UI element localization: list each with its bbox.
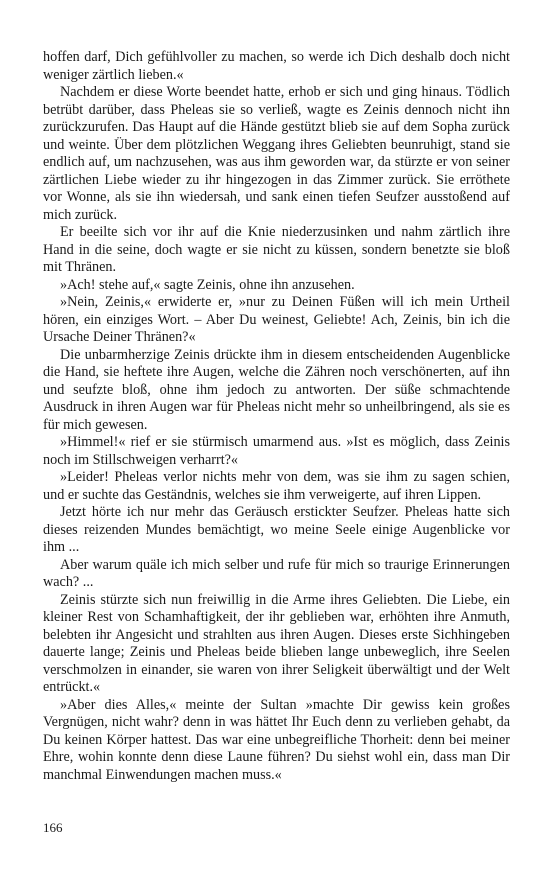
paragraph: »Aber dies Alles,« meinte der Sultan »machte Dir gewiss kein großes Vergnügen, nicht wahr? denn in was hättet Ihr Euch denn zu verlieben gehabt, da Du keinen Körper hattest. Das war eine unbegreifliche Thorheit: denn bei meiner Ehre, wohin konnte denn diese Laune führen? Du siehst wohl ein, dass man Dir manchmal Einwendungen machen muss.«	[43, 696, 510, 783]
paragraph: »Himmel!« rief er sie stürmisch umarmend aus. »Ist es möglich, dass Zeinis noch im Stillschweigen verharrt?«	[43, 434, 510, 468]
paragraph: »Ach! stehe auf,« sagte Zeinis, ohne ihn anzusehen.	[60, 276, 355, 293]
paragraph: »Leider! Pheleas verlor nichts mehr von dem, was sie ihm zu sagen schien, und er suchte das Geständnis, welches sie ihm verweigerte, auf ihren Lippen.	[43, 469, 510, 503]
paragraph: »Nein, Zeinis,« erwiderte er, »nur zu Deinen Füßen will ich mein Urtheil hören, ein einziges Wort. – Aber Du weinest, Geliebte! Ach, Zeinis, bin ich die Ursache Deiner Thränen?«	[43, 294, 510, 345]
paragraph: Zeinis stürzte sich nun freiwillig in die Arme ihres Geliebten. Die Liebe, ein kleiner Rest von Schamhaftigkeit, der ihr geblieben war, erhöhten ihre Anmuth, belebten ihr Angesicht und strahlten aus ihren Augen. Dieses erste Sichhingeben dauerte lange; Zeinis und Pheleas beide blieben lange unbeweglich, ihre Seelen verschmolzen in einander, sie waren von ihrer Seligkeit überwältigt und der Welt entrückt.«	[43, 591, 510, 695]
paragraph: Nachdem er diese Worte beendet hatte, erhob er sich und ging hinaus. Tödlich betrübt darüber, dass Pheleas sie so verließ, wagte es Zeinis dennoch nicht ihn zurückzurufen. Das Haupt auf die Hände gestützt blieb sie auf dem Sopha zurück und weinte. Über dem plötzlichen Weggang ihres Geliebten beunruhigt, stand sie endlich auf, um nachzusehen, was aus ihm geworden war, da stürzte er von seiner zärtlichen Liebe wieder zu ihr hingezogen in das Zimmer zurück. Sie erröthete vor Wonne, als sie ihn wiedersah, und sank einen tiefen Seufzer ausstoßend auf mich zurück.	[43, 84, 510, 223]
page-body	[43, 49, 510, 784]
page-number: 166	[43, 820, 63, 835]
paragraph: Er beeilte sich vor ihr auf die Knie niederzusinken und nahm zärtlich ihre Hand in die seine, doch wagte er sie nicht zu küssen, sondern benetzte sie bloß mit Thränen.	[43, 224, 510, 275]
paragraph: Die unbarmherzige Zeinis drückte ihm in diesem entscheidenden Augenblicke die Hand, sie heftete ihre Augen, welche die Zähren noch verschönerten, auf ihn und seufzte bloß, ohne ihm jedoch zu antworten. Der süße schmachtende Ausdruck in ihren Augen war für Pheleas nicht mehr so unheilbringend, als sie es für mich gewesen.	[43, 346, 510, 433]
paragraph: Aber warum quäle ich mich selber und rufe für mich so traurige Erinnerungen wach? ...	[43, 556, 510, 590]
paragraph: Jetzt hörte ich nur mehr das Geräusch erstickter Seufzer. Pheleas hatte sich dieses reizenden Mundes bemächtigt, wo meine Seele einige Augenblicke vor ihm ...	[43, 504, 510, 555]
paragraph: hoffen darf, Dich gefühlvoller zu machen, so werde ich Dich deshalb doch nicht weniger zärtlich lieben.«	[43, 49, 510, 83]
